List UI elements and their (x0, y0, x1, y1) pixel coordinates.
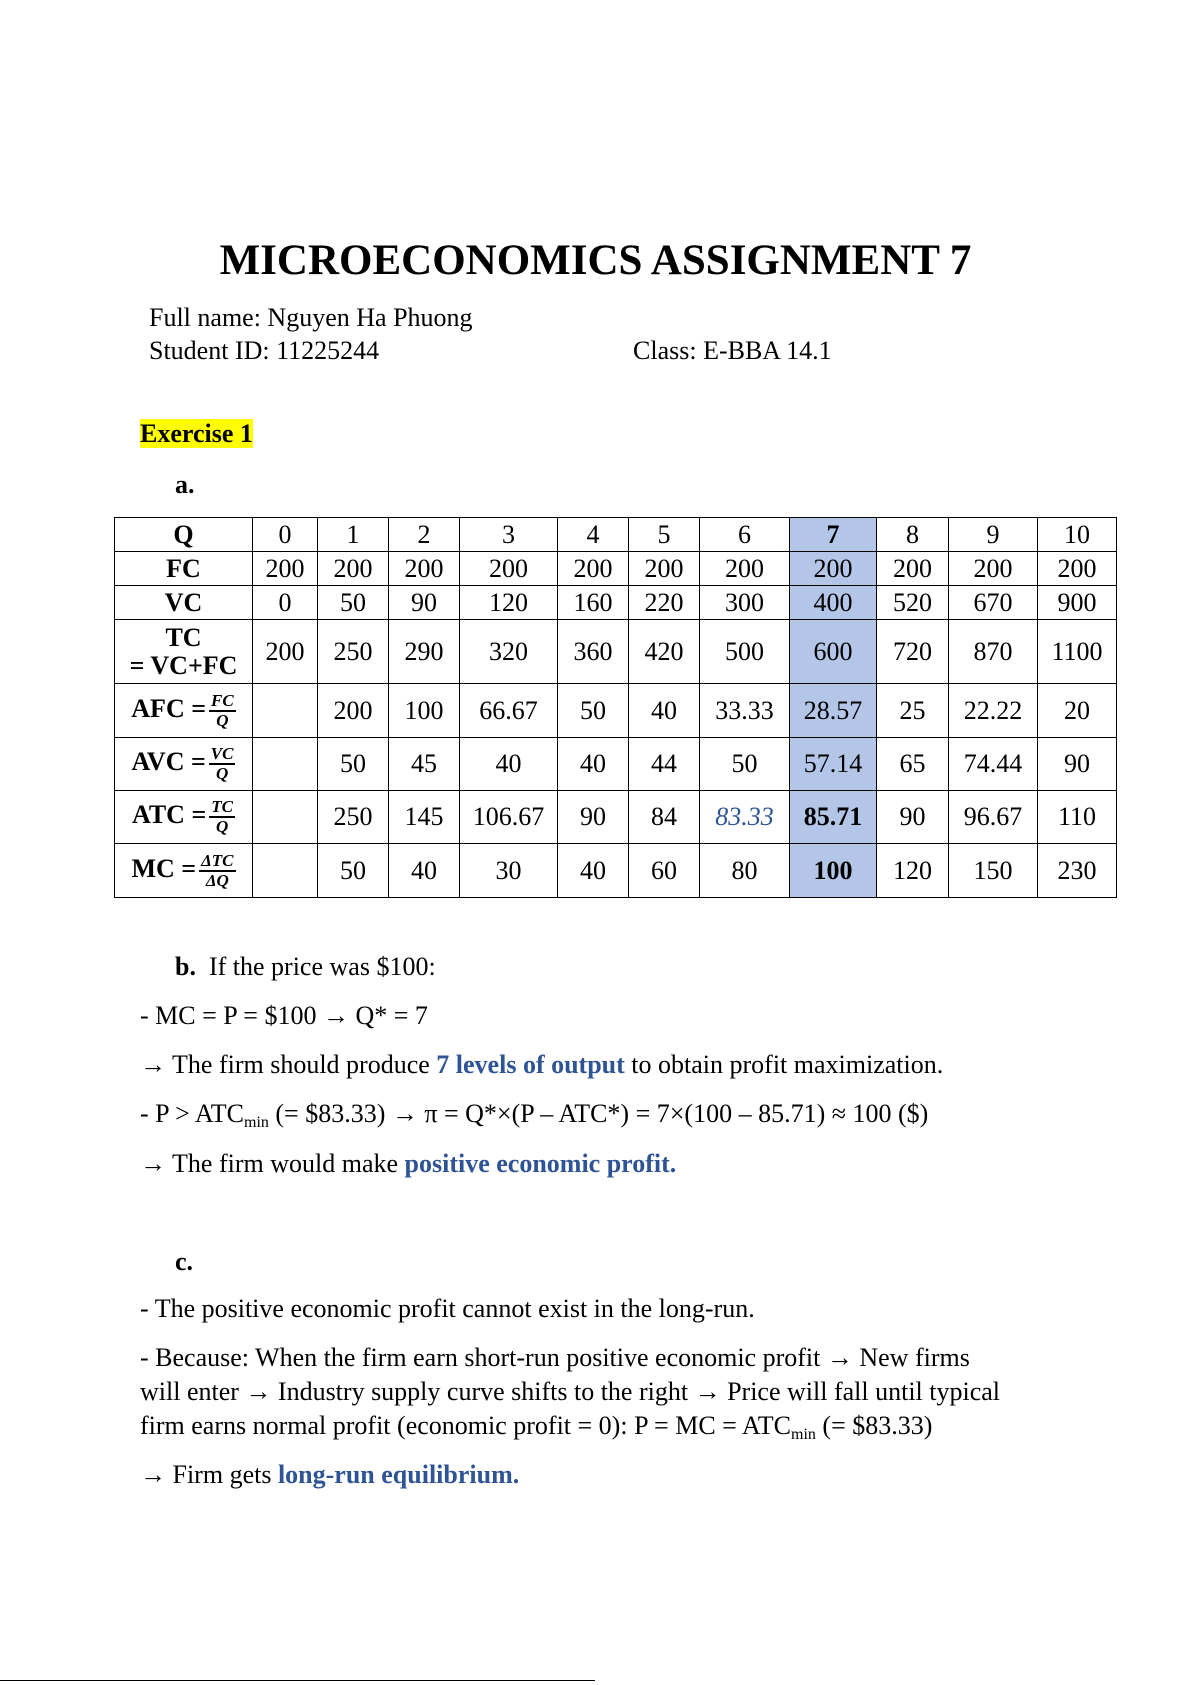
row-label-text: VC (164, 587, 203, 617)
part-b-line1: - MC = P = $100 → Q* = 7 (140, 1001, 428, 1030)
table-cell: 250 (318, 791, 389, 844)
part-c-line2: - Because: When the firm earn short-run positive economic profit → New firms (140, 1343, 970, 1372)
table-cell: 96.67 (949, 791, 1038, 844)
row-label (115, 518, 253, 552)
table-cell: 200 (318, 552, 389, 586)
table-cell: 1100 (1038, 620, 1117, 684)
part-b-line4 (140, 1149, 676, 1179)
table-cell: 2 (389, 518, 460, 552)
table-cell: 500 (700, 620, 790, 684)
table-cell: 120 (877, 844, 949, 898)
denominator: Q (215, 817, 229, 836)
table-cell: 0 (253, 586, 318, 620)
row-label-formula: = VC+FC (129, 650, 238, 680)
row-label (115, 586, 253, 620)
table-cell: 74.44 (949, 738, 1038, 791)
row-label-text: MC = (131, 853, 197, 883)
row-label (115, 552, 253, 586)
table-cell: 40 (558, 844, 629, 898)
table-row (115, 620, 1117, 684)
table-cell: 420 (629, 620, 700, 684)
table-cell: 120 (460, 586, 558, 620)
denominator: Q (216, 710, 229, 730)
table-cell: 83.33 (700, 791, 790, 844)
table-cell (253, 791, 318, 844)
row-label-text: TC (165, 622, 202, 652)
table-cell: 200 (700, 552, 790, 586)
table-cell: 106.67 (460, 791, 558, 844)
table-cell (253, 738, 318, 791)
full-name: Full name: Nguyen Ha Phuong (149, 303, 473, 332)
part-c-line5 (140, 1460, 519, 1490)
part-b-line2 (140, 1050, 943, 1080)
table-cell: 220 (629, 586, 700, 620)
row-label (115, 620, 253, 684)
table-cell: 90 (1038, 738, 1117, 791)
text: (= $83.33) → π = Q*×(P – ATC*) = 7×(100 – 85.71) ≈ 100 ($) (268, 1099, 929, 1128)
part-c-line4 (140, 1411, 932, 1441)
table-cell: 520 (877, 586, 949, 620)
table-cell: 7 (790, 518, 877, 552)
table-cell: 66.67 (460, 684, 558, 738)
table-cell: 9 (949, 518, 1038, 552)
cost-table (114, 517, 1117, 898)
table-row (115, 586, 1117, 620)
text: → The firm should produce (140, 1050, 437, 1079)
numerator: TC (211, 797, 233, 816)
text: to obtain profit maximization. (624, 1050, 944, 1079)
table-cell: 150 (949, 844, 1038, 898)
table-cell: 50 (318, 586, 389, 620)
table-cell: 90 (877, 791, 949, 844)
table-cell: 50 (318, 844, 389, 898)
class-info: Class: E-BBA 14.1 (633, 336, 832, 365)
table-row (115, 791, 1117, 844)
table-cell: 40 (629, 684, 700, 738)
part-c-label: c. (175, 1247, 194, 1276)
table-cell: 60 (629, 844, 700, 898)
table-cell: 160 (558, 586, 629, 620)
emphasis: long-run equilibrium. (277, 1460, 520, 1489)
part-a-label: a. (175, 470, 195, 499)
row-label-text: Q (173, 519, 194, 549)
table-cell: 40 (389, 844, 460, 898)
table-cell: 0 (253, 518, 318, 552)
table-cell: 100 (389, 684, 460, 738)
table-cell: 22.22 (949, 684, 1038, 738)
table-cell: 57.14 (790, 738, 877, 791)
table-cell: 400 (790, 586, 877, 620)
text: - P > ATC (140, 1099, 244, 1128)
table-cell: 200 (790, 552, 877, 586)
table-cell: 8 (877, 518, 949, 552)
table-cell: 720 (877, 620, 949, 684)
fraction (209, 692, 236, 730)
table-cell: 90 (558, 791, 629, 844)
text: (= $83.33) (815, 1411, 933, 1440)
footnote-divider (0, 1680, 595, 1681)
page-title: MICROECONOMICS ASSIGNMENT 7 (219, 237, 972, 284)
table-cell: 10 (1038, 518, 1117, 552)
table-cell: 200 (629, 552, 700, 586)
table-cell: 6 (700, 518, 790, 552)
table-cell: 320 (460, 620, 558, 684)
part-c-line3: will enter → Industry supply curve shifts to the right → Price will fall until typical (140, 1377, 1001, 1406)
row-label (115, 791, 253, 844)
numerator: VC (210, 744, 234, 763)
fraction (209, 745, 236, 783)
subscript: min (791, 1426, 816, 1443)
table-cell: 200 (460, 552, 558, 586)
table-cell: 50 (558, 684, 629, 738)
table-cell: 85.71 (790, 791, 877, 844)
table-cell: 200 (558, 552, 629, 586)
table-cell: 300 (700, 586, 790, 620)
table-row (115, 738, 1117, 791)
denominator: Q (216, 764, 229, 783)
table-cell: 5 (629, 518, 700, 552)
table-cell: 1 (318, 518, 389, 552)
table-cell: 84 (629, 791, 700, 844)
row-label-text: ATC = (131, 799, 207, 829)
table-cell: 900 (1038, 586, 1117, 620)
table-cell: 80 (700, 844, 790, 898)
emphasis: 7 levels of output (436, 1050, 625, 1079)
table-cell: 25 (877, 684, 949, 738)
table-row (115, 684, 1117, 738)
table-cell: 600 (790, 620, 877, 684)
table-cell (253, 684, 318, 738)
numerator: ΔTC (201, 850, 234, 870)
numerator: FC (211, 690, 234, 710)
denominator: ΔQ (205, 870, 229, 890)
table-cell: 200 (877, 552, 949, 586)
table-cell: 90 (389, 586, 460, 620)
fraction (199, 852, 235, 890)
table-cell: 4 (558, 518, 629, 552)
table-row (115, 552, 1117, 586)
part-b-line3 (140, 1099, 928, 1129)
table-cell: 28.57 (790, 684, 877, 738)
text: → Firm gets (140, 1460, 278, 1489)
table-cell: 145 (389, 791, 460, 844)
table-cell: 50 (318, 738, 389, 791)
table-cell: 50 (700, 738, 790, 791)
table-cell: 200 (318, 684, 389, 738)
table-cell: 200 (253, 620, 318, 684)
part-c-line1: - The positive economic profit cannot exist in the long-run. (140, 1294, 755, 1323)
subscript: min (244, 1114, 269, 1131)
table-cell: 360 (558, 620, 629, 684)
table-cell: 290 (389, 620, 460, 684)
table-cell: 3 (460, 518, 558, 552)
table-cell (253, 844, 318, 898)
row-label-text: FC (166, 553, 201, 583)
row-label-text: AVC = (131, 746, 206, 776)
part-b-intro: If the price was $100: (208, 952, 436, 981)
text: → The firm would make (140, 1149, 405, 1178)
table-cell: 230 (1038, 844, 1117, 898)
table-cell: 870 (949, 620, 1038, 684)
table-cell: 20 (1038, 684, 1117, 738)
table-cell: 33.33 (700, 684, 790, 738)
table-row (115, 844, 1117, 898)
table-cell: 110 (1038, 791, 1117, 844)
row-label (115, 684, 253, 738)
table-cell: 200 (1038, 552, 1117, 586)
table-cell: 45 (389, 738, 460, 791)
table-cell: 200 (389, 552, 460, 586)
table-row (115, 518, 1117, 552)
fraction (209, 798, 235, 836)
emphasis: positive economic profit. (404, 1149, 677, 1178)
text: firm earns normal profit (economic profit = 0): P = MC = ATC (140, 1411, 792, 1440)
table-cell: 250 (318, 620, 389, 684)
row-label (115, 844, 253, 898)
row-label (115, 738, 253, 791)
part-b-label: b. (175, 952, 196, 981)
table-cell: 65 (877, 738, 949, 791)
row-label-text: AFC = (131, 693, 207, 723)
table-cell: 40 (460, 738, 558, 791)
table-cell: 200 (253, 552, 318, 586)
student-id: Student ID: 11225244 (149, 336, 380, 365)
table-cell: 30 (460, 844, 558, 898)
table-cell: 670 (949, 586, 1038, 620)
exercise-heading: Exercise 1 (140, 419, 253, 448)
table-cell: 40 (558, 738, 629, 791)
table-cell: 100 (790, 844, 877, 898)
table-cell: 200 (949, 552, 1038, 586)
table-cell: 44 (629, 738, 700, 791)
